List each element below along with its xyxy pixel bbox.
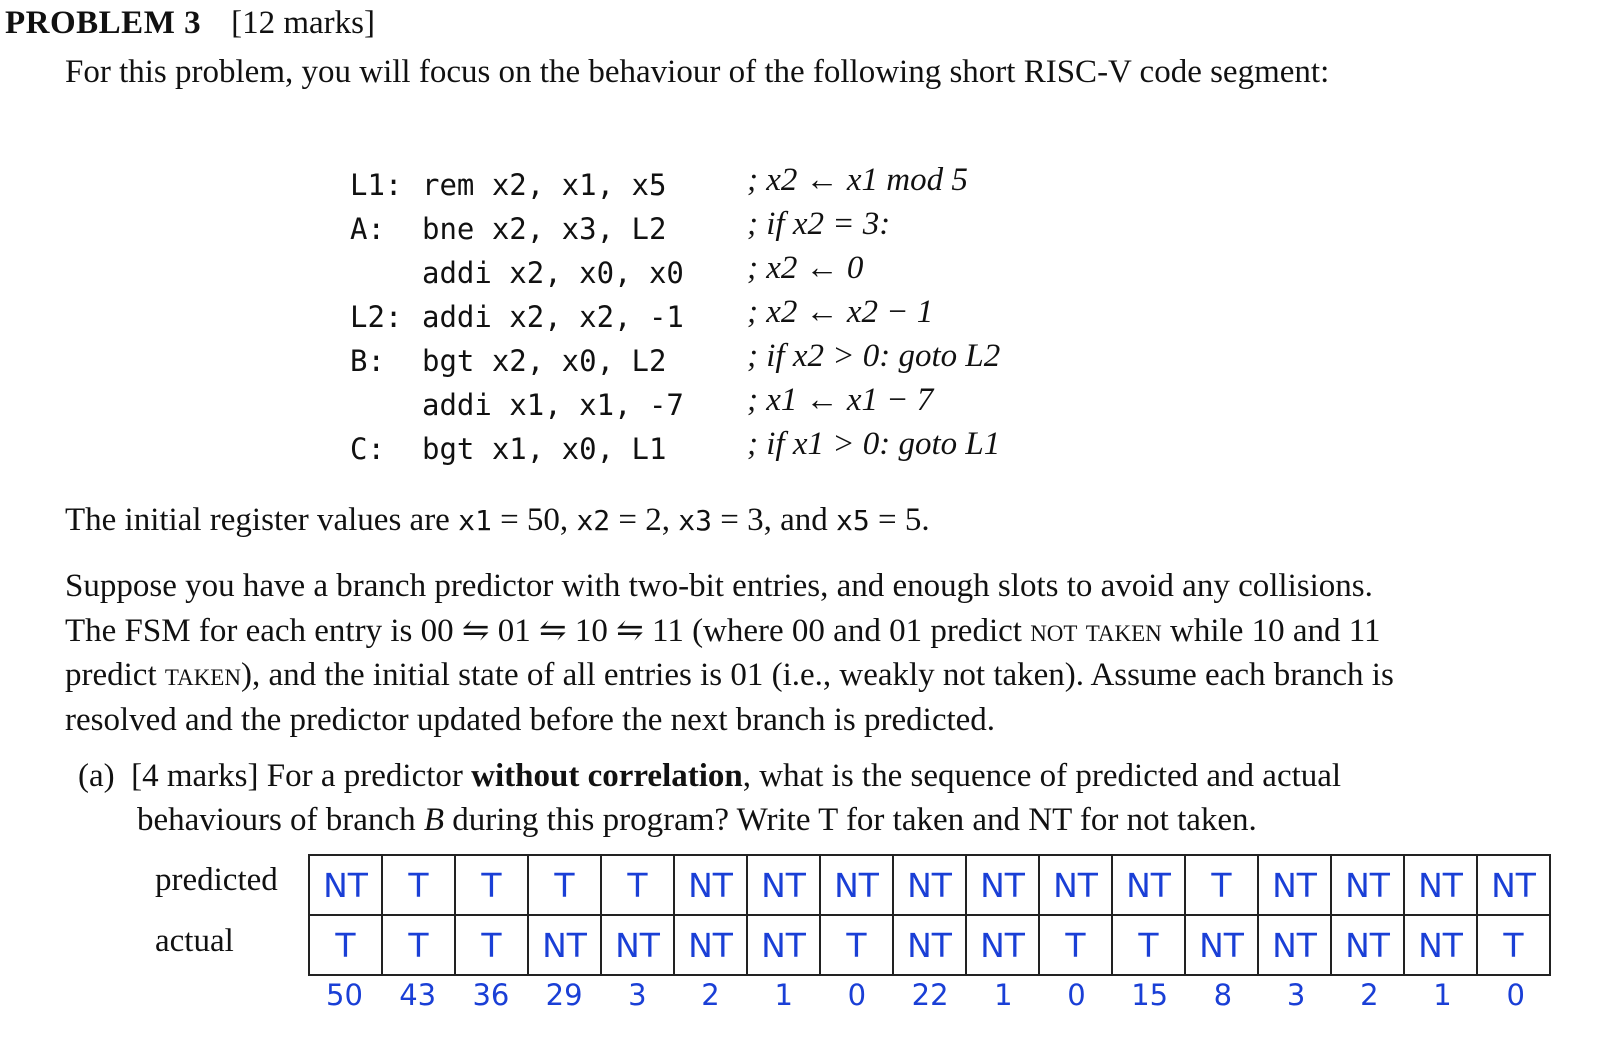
actual-cell: NT bbox=[601, 915, 674, 975]
predicted-cell: T bbox=[528, 855, 601, 915]
x1-note: 36 bbox=[472, 978, 510, 1012]
suppose-line-3b: ), and the initial state of all entries is 01 (i.e., weakly not taken). Assume each branch is bbox=[240, 657, 1394, 693]
predicted-cell: T bbox=[601, 855, 674, 915]
suppose-line-3a: predict bbox=[65, 657, 165, 693]
suppose-line-4: resolved and the predictor updated before the next branch is predicted. bbox=[65, 701, 996, 738]
part-a-text-1: For a predictor bbox=[258, 758, 472, 794]
predicted-cell: NT bbox=[820, 855, 893, 915]
reg-x5: x5 bbox=[836, 504, 870, 537]
prediction-table bbox=[308, 854, 1551, 976]
code-comment: ; x2 ← x2 − 1 bbox=[747, 294, 934, 330]
suppose-line-2a: The FSM for each entry is 00 ⇋ 01 ⇋ 10 ⇋ 11 (where 00 and 01 predict bbox=[65, 612, 1031, 649]
suppose-line-2b: while 10 and 11 bbox=[1161, 612, 1381, 649]
reg-x1: x1 bbox=[458, 504, 492, 537]
predicted-row-label: predicted bbox=[155, 862, 278, 898]
predicted-row bbox=[309, 855, 1550, 915]
actual-cell: T bbox=[309, 915, 382, 975]
predicted-cell: NT bbox=[1477, 855, 1550, 915]
reg-x2: x2 bbox=[576, 504, 611, 537]
x1-note: 3 bbox=[628, 978, 647, 1012]
initial-text-5: = 5. bbox=[869, 502, 930, 538]
part-a-bold: without correlation bbox=[471, 758, 743, 794]
x1-annotations bbox=[308, 978, 1538, 1018]
initial-text-2: = 50, bbox=[491, 502, 577, 538]
x1-note: 2 bbox=[701, 978, 720, 1012]
initial-values bbox=[65, 498, 930, 544]
suppose-line-1: Suppose you have a branch predictor with two-bit entries, and enough slots to avoid any collisions. bbox=[65, 568, 1373, 604]
actual-cell: T bbox=[382, 915, 455, 975]
predicted-cell: T bbox=[455, 855, 528, 915]
predicted-cell: NT bbox=[1331, 855, 1404, 915]
code-label: L2: bbox=[350, 300, 403, 334]
suppose-line-2 bbox=[65, 609, 1605, 654]
predicted-cell: NT bbox=[1112, 855, 1185, 915]
x1-note: 43 bbox=[399, 978, 437, 1012]
predicted-cell: NT bbox=[1404, 855, 1477, 915]
x1-note: 0 bbox=[847, 978, 867, 1012]
actual-cell: NT bbox=[528, 915, 601, 975]
part-a-text-4: during this program? Write T for taken and NT for not taken. bbox=[444, 802, 1257, 838]
code-comment: ; x1 ← x1 − 7 bbox=[747, 382, 934, 418]
code-comment: ; if x2 = 3: bbox=[747, 206, 891, 242]
code-label: A: bbox=[350, 212, 385, 246]
code-label: B: bbox=[350, 344, 385, 378]
x1-note: 29 bbox=[545, 978, 583, 1012]
code-instruction: bgt x1, x0, L1 bbox=[422, 432, 667, 466]
predicted-cell: NT bbox=[1039, 855, 1112, 915]
code-comment: ; if x1 > 0: goto L1 bbox=[747, 426, 1001, 462]
predicted-cell: NT bbox=[893, 855, 966, 915]
x1-note: 0 bbox=[1506, 978, 1525, 1012]
actual-cell: NT bbox=[1331, 915, 1404, 975]
actual-cell: NT bbox=[747, 915, 820, 975]
actual-cell: NT bbox=[893, 915, 966, 975]
x1-note: 22 bbox=[911, 978, 949, 1012]
actual-row bbox=[309, 915, 1550, 975]
part-a-question-line-2 bbox=[137, 798, 1257, 843]
suppose-line-3 bbox=[65, 653, 1605, 698]
problem-heading bbox=[5, 5, 375, 42]
problem-title: PROBLEM 3 bbox=[5, 5, 202, 41]
predicted-cell: T bbox=[382, 855, 455, 915]
predicted-cell: NT bbox=[1258, 855, 1331, 915]
code-instruction: bne x2, x3, L2 bbox=[422, 212, 667, 246]
x1-note: 50 bbox=[326, 978, 363, 1012]
code-label: L1: bbox=[350, 168, 403, 202]
reg-x3: x3 bbox=[678, 504, 712, 537]
taken-term: taken bbox=[164, 657, 241, 693]
actual-row-label: actual bbox=[155, 923, 234, 959]
x1-note: 0 bbox=[1067, 978, 1086, 1012]
initial-text-1: The initial register values are bbox=[65, 502, 459, 538]
not-taken-term: not taken bbox=[1030, 612, 1162, 649]
predictor-description bbox=[65, 564, 1605, 742]
x1-note: 15 bbox=[1131, 978, 1169, 1012]
actual-cell: T bbox=[455, 915, 528, 975]
actual-cell: NT bbox=[674, 915, 747, 975]
x1-note: 1 bbox=[1433, 978, 1452, 1012]
initial-text-3: = 2, bbox=[610, 502, 679, 538]
part-a-text-2: , what is the sequence of predicted and actual bbox=[742, 758, 1342, 794]
part-a-question bbox=[78, 754, 1341, 799]
code-comment: ; x2 ← 0 bbox=[747, 250, 864, 286]
initial-text-4: = 3, and bbox=[712, 502, 837, 538]
actual-cell: T bbox=[1477, 915, 1550, 975]
branch-b-name: B bbox=[423, 802, 444, 838]
code-instruction: addi x2, x0, x0 bbox=[422, 256, 684, 290]
part-a-label: (a) bbox=[78, 758, 115, 794]
part-a-marks: [4 marks] bbox=[131, 758, 259, 794]
actual-cell: T bbox=[1112, 915, 1185, 975]
x1-note: 3 bbox=[1286, 978, 1306, 1012]
actual-cell: T bbox=[1039, 915, 1112, 975]
actual-cell: NT bbox=[1258, 915, 1331, 975]
x1-note: 1 bbox=[774, 978, 793, 1012]
x1-note: 1 bbox=[994, 978, 1013, 1012]
code-comment: ; x2 ← x1 mod 5 bbox=[747, 162, 968, 198]
code-instruction: addi x2, x2, -1 bbox=[422, 300, 684, 334]
code-instruction: addi x1, x1, -7 bbox=[422, 388, 684, 422]
actual-cell: NT bbox=[1185, 915, 1258, 975]
problem-marks: [12 marks] bbox=[231, 5, 375, 41]
predicted-cell: NT bbox=[966, 855, 1039, 915]
x1-note: 8 bbox=[1213, 978, 1233, 1012]
code-comment: ; if x2 > 0: goto L2 bbox=[747, 338, 1001, 374]
predicted-cell: T bbox=[1185, 855, 1258, 915]
actual-cell: NT bbox=[966, 915, 1039, 975]
part-a-text-3: behaviours of branch bbox=[137, 802, 424, 838]
code-instruction: rem x2, x1, x5 bbox=[422, 168, 667, 202]
predicted-cell: NT bbox=[674, 855, 747, 915]
code-label: C: bbox=[350, 432, 385, 466]
predicted-cell: NT bbox=[747, 855, 820, 915]
actual-cell: T bbox=[820, 915, 893, 975]
x1-note: 2 bbox=[1360, 978, 1379, 1012]
code-instruction: bgt x2, x0, L2 bbox=[422, 344, 667, 378]
predicted-cell: NT bbox=[309, 855, 382, 915]
actual-cell: NT bbox=[1404, 915, 1477, 975]
intro-text: For this problem, you will focus on the behaviour of the following short RISC-V code segment: bbox=[65, 54, 1330, 90]
